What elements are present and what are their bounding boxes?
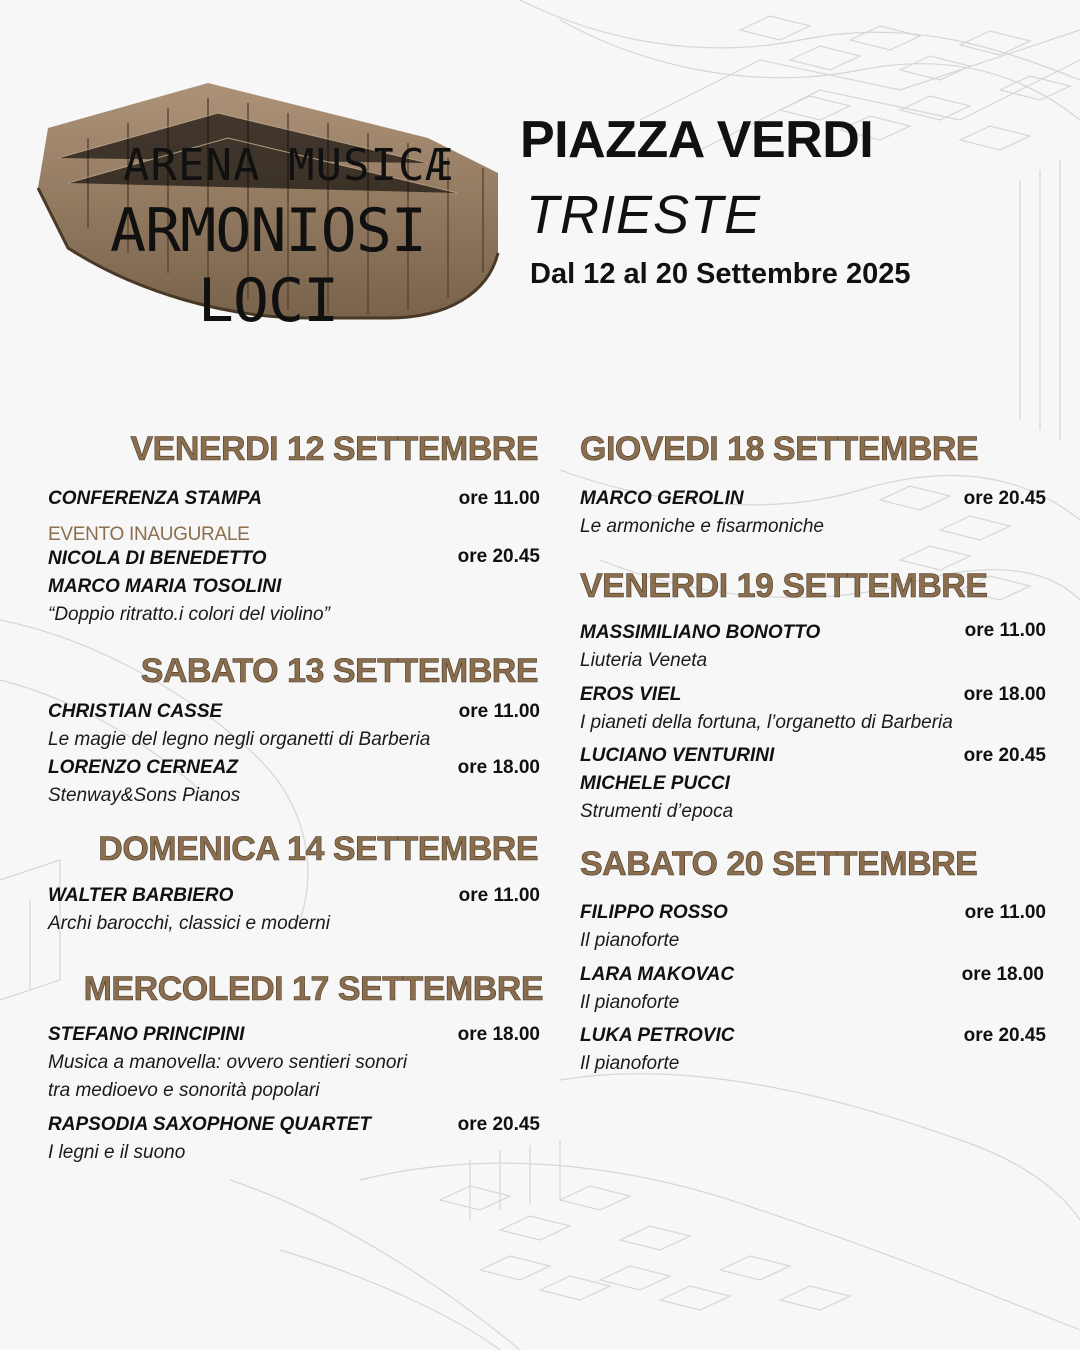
event-row (48, 1114, 540, 1142)
event-description: Stenway&Sons Pianos (48, 785, 241, 806)
event-description: tra medioevo e sonorità popolari (48, 1080, 320, 1101)
logo-line-1: ARENA MUSICÆ (123, 140, 453, 191)
event-row (580, 902, 1046, 930)
event-time: ore 18.00 (457, 1024, 540, 1045)
performer-name: LUCIANO VENTURINI (580, 745, 775, 766)
event-description: Archi barocchi, classici e moderni (48, 913, 330, 934)
performer-name: MARCO GEROLIN (580, 488, 744, 509)
day-heading: SABATO 20 SETTEMBRE (580, 845, 978, 883)
event-row (48, 576, 540, 604)
logo-line-2: ARMONIOSI LOCI (109, 196, 427, 336)
performer-name: MARCO MARIA TOSOLINI (48, 576, 282, 597)
arena-logo (28, 78, 508, 336)
event-row (48, 1024, 540, 1052)
event-tag: EVENTO INAUGURALE (48, 524, 250, 545)
event-description: I legni e il suono (48, 1142, 186, 1163)
event-time: ore 11.00 (964, 902, 1046, 923)
event-description: Il pianoforte (580, 992, 680, 1013)
performer-name: RAPSODIA SAXOPHONE QUARTET (48, 1114, 372, 1135)
event-row (48, 701, 540, 729)
event-row (48, 757, 540, 785)
event-row (48, 885, 540, 913)
event-row (580, 488, 1046, 516)
event-time: ore 20.45 (457, 546, 540, 567)
event-description: Strumenti d’epoca (580, 801, 734, 822)
event-row (580, 620, 1046, 648)
event-description: “Doppio ritratto.i colori del violino” (48, 604, 330, 625)
performer-name: NICOLA DI BENEDETTO (48, 548, 267, 569)
performer-name: WALTER BARBIERO (48, 885, 234, 906)
event-row (48, 488, 540, 516)
event-time: ore 11.00 (964, 620, 1046, 641)
day-heading: MERCOLEDI 17 SETTEMBRE (83, 970, 543, 1008)
event-time: ore 11.00 (458, 885, 540, 906)
performer-name: CHRISTIAN CASSE (48, 701, 223, 722)
event-time: ore 20.45 (963, 1025, 1046, 1046)
event-description: I pianeti della fortuna, l’organetto di Barberia (580, 712, 953, 733)
event-time: ore 18.00 (961, 964, 1044, 985)
performer-name: MASSIMILIANO BONOTTO (580, 622, 821, 643)
event-description: Le armoniche e fisarmoniche (580, 516, 824, 537)
city-title: TRIESTE (526, 185, 762, 245)
performer-name: MICHELE PUCCI (580, 773, 730, 794)
event-description: Il pianoforte (580, 1053, 680, 1074)
day-heading: SABATO 13 SETTEMBRE (140, 652, 538, 690)
performer-name: LORENZO CERNEAZ (48, 757, 238, 778)
event-row (580, 684, 1046, 712)
performer-name: STEFANO PRINCIPINI (48, 1024, 245, 1045)
event-description: Liuteria Veneta (580, 650, 708, 671)
event-description: Le magie del legno negli organetti di Barberia (48, 729, 431, 750)
event-time: ore 11.00 (458, 488, 540, 509)
day-heading: VENERDI 12 SETTEMBRE (130, 430, 538, 468)
event-time: ore 20.45 (963, 745, 1046, 766)
event-row (580, 745, 1046, 773)
performer-name: LUKA PETROVIC (580, 1025, 735, 1046)
venue-title: PIAZZA VERDI (520, 111, 874, 169)
event-time: ore 11.00 (458, 701, 540, 722)
event-time: ore 20.45 (457, 1114, 540, 1135)
day-heading: DOMENICA 14 SETTEMBRE (98, 830, 538, 868)
event-time: ore 18.00 (963, 684, 1046, 705)
performer-name: LARA MAKOVAC (580, 964, 735, 985)
event-row (48, 546, 540, 574)
performer-name: CONFERENZA STAMPA (48, 488, 262, 509)
performer-name: EROS VIEL (580, 684, 682, 705)
event-time: ore 20.45 (963, 488, 1046, 509)
event-description: Il pianoforte (580, 930, 680, 951)
performer-name: FILIPPO ROSSO (580, 902, 728, 923)
event-row (580, 964, 1044, 992)
event-row (580, 1025, 1046, 1053)
festival-dates: Dal 12 al 20 Settembre 2025 (530, 258, 911, 290)
day-heading: GIOVEDI 18 SETTEMBRE (580, 430, 979, 468)
event-time: ore 18.00 (457, 757, 540, 778)
day-heading: VENERDI 19 SETTEMBRE (580, 567, 988, 605)
event-description: Musica a manovella: ovvero sentieri sonori (48, 1052, 408, 1073)
event-row (580, 773, 1046, 801)
